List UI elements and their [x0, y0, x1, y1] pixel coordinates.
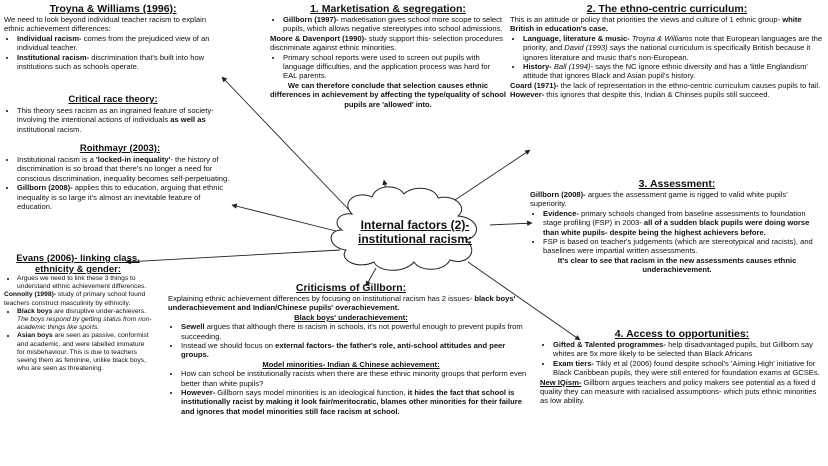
arrow-to-evans — [126, 250, 340, 262]
critical-race-theory-section — [4, 94, 222, 134]
arrow-to-ethnocentric — [452, 150, 530, 202]
ethnocentric-curriculum-section — [510, 3, 824, 100]
central-topic-line2: institutional racism: — [357, 232, 473, 246]
list-item: • Gifted & Talented programmes- help disadvantaged pupils, but Gillborn say whites are 5x more likely to be selected than Black Africans — [553, 340, 824, 359]
section-title: 2. The ethno-centric curriculum: — [586, 3, 748, 15]
however-text: However- this ignores that despite this, Indian & Chinses pupils still succeed. — [510, 90, 770, 100]
list-item: • Instead we should focus on external factors- the father's role, anti-school attitudes and peer groups. — [181, 341, 534, 360]
list-item: • This theory sees racism as an ingrained feature of society- involving the intentional actions of individuals as well as institutional racism. — [17, 106, 222, 134]
coard-text: Coard (1971)- the lack of representation in the ethno-centric curriculum causes pupils to fail. — [510, 80, 821, 90]
list-item: • Institutional racism is a 'locked-in inequality'- the history of discrimination is so broad that there's no longer a need for conscious discrimination, inequality becomes self-perpetuating. — [17, 155, 236, 183]
arrow-to-assessment — [490, 223, 532, 225]
list-item: • Sewell argues that although there is racism in schools, it's not powerful enough to prevent pupils from succeeding. — [181, 322, 534, 341]
section-title: 3. Assessment: — [638, 178, 716, 190]
list-item: • Black boys are disruptive under-achievers. The boys respond by getting status from non-academic things like sports. — [17, 308, 152, 333]
access-opportunities-section — [540, 328, 824, 406]
list-item: • Argues we need to link these 3 things to understand ethnic achievement differences. — [17, 275, 152, 291]
section-title: 1. Marketisation & segregation: — [310, 3, 466, 15]
section-title: Troyna & Williams (1996): — [49, 3, 177, 15]
central-topic-line1: Internal factors (2)- — [360, 218, 470, 232]
list-item: • Language, literature & music- Troyna & Williams note that European languages are the priority, and David (1993) says the national curriculum is specifically British because it ignores literature and music that's non-European. — [523, 34, 824, 62]
assessment-conclusion: It's clear to see that racism in the new assessments causes ethnic underachievement. — [557, 255, 797, 275]
assessment-section — [530, 178, 824, 275]
section-title: Criticisms of Gillborn: — [295, 282, 407, 294]
criticisms-intro: Explaining ethnic achievement differences by focusing on institutional racism has 2 issues- black boys' underachievement and Indian/Chinese pupils' overachievement. — [168, 294, 516, 313]
new-iqism-text: New IQism- Gillborn argues teachers and policy makers see potential as a fixed d quality they can measure with racialised assumptions- which puts ethnic minorities as low ability. — [540, 377, 817, 406]
subheading: Black boys' underachievement: — [294, 312, 408, 322]
section-title: 4. Access to opportunities: — [614, 328, 750, 340]
list-item: • Asian boys are seen as passive, conformist and academic, and were labelled immature for misbehaviour. This is due to teachers seeing them as feminine, unlike black boys, who are seen as threatening. — [17, 332, 152, 373]
assessment-intro: Gillborn (2008)- argues the assessment game is rigged to valid white pupils' superiority. — [530, 190, 788, 209]
ethno-intro: This is an attitude or policy that priorities the views and culture of 1 ethnic group- white British in education's case. — [510, 15, 802, 34]
arrow-to-roithmayr — [232, 205, 340, 232]
troyna-intro: We need to look beyond individual teacher racism to explain ethnic achievement differences: — [4, 15, 207, 34]
subheading: Model minorities- Indian & Chinese achievement: — [262, 359, 440, 369]
list-item: • Institutional racism- discrimination that's built into how institutions such as schools operate. — [17, 53, 222, 72]
central-topic — [340, 218, 490, 246]
list-item: • History- Ball (1994)- says the NC ignore ethnic diversity and has a 'little Englandism' attitude that ignores Black and Asian pupil's history. — [523, 62, 824, 81]
list-item: • Gillborn (2008)- applies this to education, arguing that ethnic inequality is so large it's almost an inevitable feature of education. — [17, 183, 236, 211]
list-item: • Individual racism- comes from the prejudiced view of an individual teacher. — [17, 34, 222, 53]
list-item: • Exam tiers- Tikly et al (2006) found despite school's 'Aiming High' initiative for Black Caribbean pupils, they were still entered for foundation exams at GCSEs. — [553, 359, 824, 378]
list-item: • How can school be institutionally racists when there are these ethnic minority groups that perform even better than white pupils? — [181, 369, 534, 388]
roithmayr-section — [4, 143, 236, 211]
list-item: • Primary school reports were used to screen out pupils with language difficulties, and the application process was hard for EAL parents. — [283, 53, 506, 81]
evans-section — [4, 253, 152, 373]
marketisation-section — [270, 3, 506, 109]
list-item: • However- Gillborn says model minorities is an ideological function, it hides the fact that school is institutionally racist by making it look fair/meritocratic, blames other minorities for their failure and ignores that model minorities still face racism at school. — [181, 388, 534, 416]
list-item: • Evidence- primary schools changed from baseline assessments to foundation stage profiling (FSP) in 2003- all of a sudden black pupils were doing worse than white pupils- despite being the highest achievers before. — [543, 209, 824, 237]
connolly-text: Connolly (1998)- study of primary school found teachers construct masculinity by ethnicity. — [4, 291, 146, 307]
troyna-williams-section — [4, 3, 222, 71]
marketisation-conclusion: We can therefore conclude that selection causes ethnic differences in achievement by affecting the type/quality of school pupils are 'allowed' into. — [270, 80, 506, 109]
criticisms-section — [168, 282, 534, 416]
list-item: • FSP is based on teacher's judgements (which are stereotypical and racists), and baselines were impartial written assessments. — [543, 237, 824, 256]
section-title: Evans (2006)- linking class, ethnicity & gender: — [16, 253, 140, 275]
section-title: Critical race theory: — [68, 94, 158, 105]
moore-davenport-text: Moore & Davenport (1990)- study support this- selection procedures discriminate against ethnic minorities. — [270, 33, 503, 53]
section-title: Roithmayr (2003): — [79, 143, 161, 154]
list-item: • Gillborn (1997)- marketisation gives school more scope to select pupils, which allows negative stereotypes into school admissions. — [283, 15, 506, 34]
